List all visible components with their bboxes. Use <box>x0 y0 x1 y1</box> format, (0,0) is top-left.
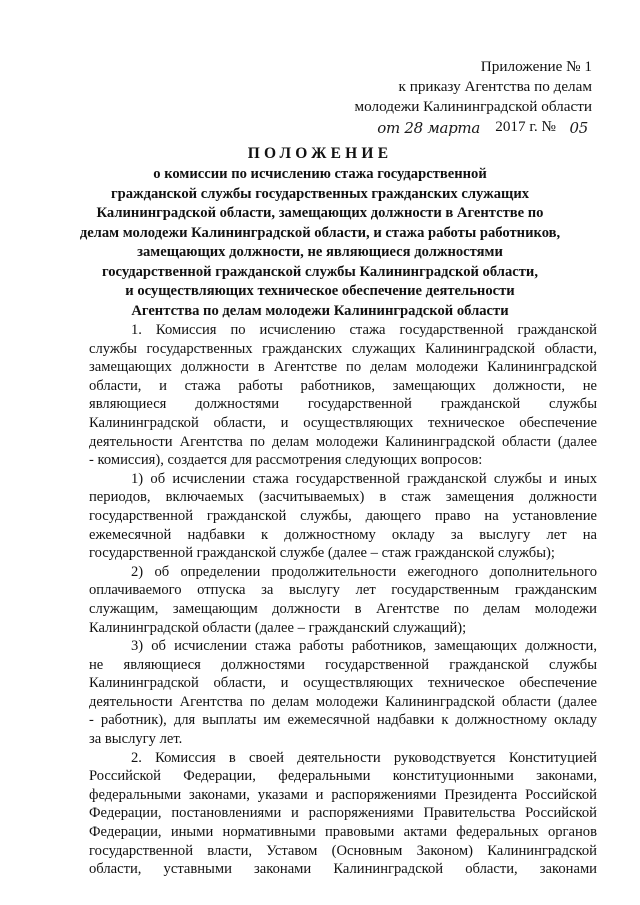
body-line: замещающих должности в Агентстве по делам молодежи Калининградской <box>89 359 597 376</box>
body-line: периодов, включаемых (засчитываемых) в стаж замещения должности <box>89 489 597 506</box>
subtitle-line: и осуществляющих техническое обеспечение деятельности <box>125 283 515 299</box>
body-line: оплачиваемого отпуска за выслугу лет государственным гражданским <box>89 582 597 599</box>
body-line: Калининградской области, и осуществляющих техническое обеспечение <box>89 414 597 431</box>
body-line: Федерации, иными нормативными правовыми актами федеральных органов <box>89 824 597 841</box>
body-line: ежемесячной надбавки к должностному окладу за выслугу лет на <box>89 526 597 543</box>
body-line: государственной гражданской службе (далее – стаж гражданской службы); <box>89 545 555 562</box>
body-line: области, и стажа работы работников, замещающих должности, не <box>89 377 597 394</box>
body-line: области, уставными законами Калининградской области, законами <box>89 861 597 878</box>
subtitle-line: замещающих должности, не являющиеся должностями <box>137 244 503 260</box>
body-line: 2) об определении продолжительности ежегодного дополнительного <box>131 563 597 580</box>
body-line: федеральными законами, указами и распоряжениями Президента Российской <box>89 786 597 803</box>
body-line: государственной власти, Уставом (Основным Законом) Калининградской <box>89 842 597 859</box>
handwritten-date: от 28 марта <box>377 119 480 137</box>
body-line: 1) об исчислении стажа государственной гражданской службы и иных <box>131 470 597 487</box>
body-line: за выслугу лет. <box>89 731 183 748</box>
document-subtitle <box>70 165 570 321</box>
subtitle-line: делам молодежи Калининградской области, и стажа работы работников, <box>79 224 561 241</box>
annex-line-1: Приложение № 1 <box>480 58 592 75</box>
annex-date-line <box>272 117 592 139</box>
annex-header <box>272 57 592 139</box>
body-line: служащим, замещающим должности в Агентстве по делам молодежи <box>89 600 597 617</box>
subtitle-line: государственной гражданской службы Калининградской области, <box>102 263 538 280</box>
body-line: Калининградской области, и осуществляющих техническое обеспечение <box>89 675 597 692</box>
body-line: 2. Комиссия в своей деятельности руководствуется Конституцией <box>131 749 597 766</box>
body-line: службы государственных гражданских служащих Калининградской области, <box>89 340 597 357</box>
annex-line-2: к приказу Агентства по делам <box>398 78 592 95</box>
body-line: - комиссия), создается для рассмотрения следующих вопросов: <box>89 452 483 469</box>
body-line: Калининградской области (далее – гражданский служащий); <box>89 619 467 636</box>
body-line: 3) об исчислении стажа работы работников, замещающих должности, <box>131 638 597 655</box>
body-line: деятельности Агентства по делам молодежи Калининградской области (далее <box>89 433 597 450</box>
body-line: Федерации, постановлениями и распоряжениями Правительства Российской <box>89 805 597 822</box>
body-line: Российской Федерации, федеральными конституционными законами, <box>89 768 597 785</box>
body-line: - работник), для выплаты им ежемесячной надбавки к должностному окладу <box>89 712 597 729</box>
body-line: деятельности Агентства по делам молодежи Калининградской области (далее <box>89 693 597 710</box>
annex-line-3: молодежи Калининградской области <box>354 98 592 115</box>
document-body <box>89 321 597 879</box>
document-title: ПОЛОЖЕНИЕ <box>247 145 393 162</box>
subtitle-line: Калининградской области, замещающих должности в Агентстве по <box>96 205 544 221</box>
handwritten-number: 05 <box>569 119 588 137</box>
body-line: являющиеся должностями государственной гражданской службы <box>89 396 597 413</box>
subtitle-line: о комиссии по исчислению стажа государственной <box>153 166 487 182</box>
subtitle-line: Агентства по делам молодежи Калининградской области <box>131 302 509 319</box>
subtitle-line: гражданской службы государственных гражданских служащих <box>110 185 530 202</box>
body-line: 1. Комиссия по исчислению стажа государственной гражданской <box>131 322 597 338</box>
body-line: государственной гражданской службы, дающего право на установление <box>89 507 597 524</box>
body-line: не являющиеся должностями государственной гражданской службы <box>89 656 597 673</box>
annex-year: 2017 г. № <box>495 118 556 135</box>
